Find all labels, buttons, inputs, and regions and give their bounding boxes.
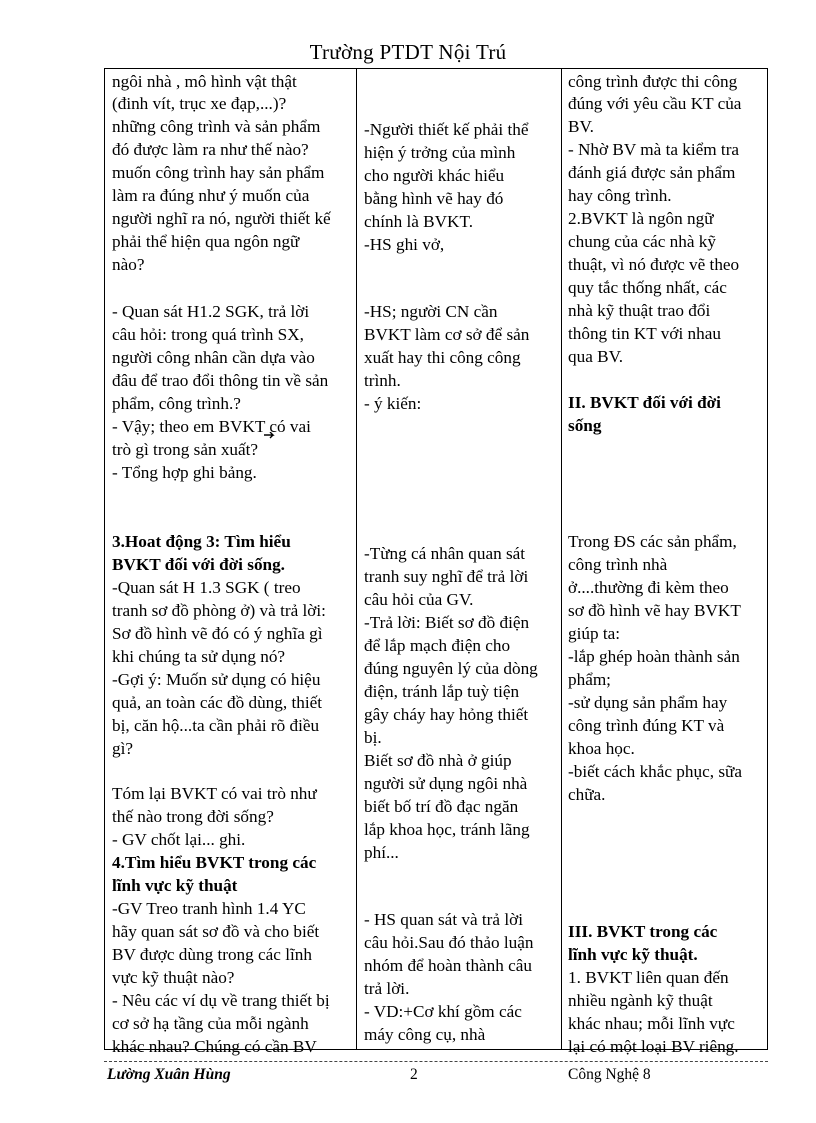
text-line: câu hỏi.Sau đó thảo luận xyxy=(364,933,534,952)
text-line: - VD:+Cơ khí gồm các xyxy=(364,1002,522,1021)
text-line: công trình nhà xyxy=(568,555,668,574)
text-line: hãy quan sát sơ đồ và cho biết xyxy=(112,922,320,941)
page-header: Trường PTDT Nội Trú xyxy=(309,40,507,64)
text-line: công trình đúng KT và xyxy=(568,716,725,735)
text-line: bị, căn hộ...ta cần phải rõ điều xyxy=(112,716,320,735)
text-line: gây cháy hay hỏng thiết xyxy=(364,705,529,724)
text-line: đánh giá được sản phẩm xyxy=(568,163,736,182)
text-line: (đinh vít, trục xe đạp,...)? xyxy=(112,94,287,113)
text-line: khoa học. xyxy=(568,739,635,758)
text-line: cho người khác hiểu xyxy=(364,166,505,185)
text-line: lắp khoa học, tránh lãng xyxy=(364,820,530,839)
text-line: - Nêu các ví dụ về trang thiết bị xyxy=(112,991,330,1010)
text-line: điện, tránh lắp tuỳ tiện xyxy=(364,682,520,701)
text-line: câu hỏi của GV. xyxy=(364,590,474,609)
text-line: 2.BVKT là ngôn ngữ xyxy=(568,209,714,228)
text-line: làm ra đúng như ý muốn của xyxy=(112,186,310,205)
footer-divider xyxy=(104,1061,768,1062)
text-line: 1. BVKT liên quan đến xyxy=(568,968,729,987)
lesson-table xyxy=(104,68,768,1056)
text-line: vực kỹ thuật nào? xyxy=(112,968,235,987)
text-line: 4.Tìm hiểu BVKT trong các xyxy=(112,853,317,872)
text-line: -HS ghi vở, xyxy=(364,235,445,254)
text-line: -Từng cá nhân quan sát xyxy=(364,544,526,563)
column-divider xyxy=(356,69,357,1049)
text-line: khi chúng ta sử dụng nó? xyxy=(112,647,286,666)
page-number: 2 xyxy=(410,1066,418,1083)
mouse-cursor-icon xyxy=(263,432,277,446)
text-line: - Vậy; theo em BVKT có vai xyxy=(112,417,311,436)
text-line: công trình được thi công xyxy=(568,72,738,91)
text-line: hiện ý trởng của mình xyxy=(364,143,516,162)
text-line: biết bố trí đồ đạc ngăn xyxy=(364,797,519,816)
text-line: -lắp ghép hoàn thành sản xyxy=(568,647,740,666)
text-line: thông tin KT với nhau xyxy=(568,324,721,343)
text-line: -Quan sát H 1.3 SGK ( treo xyxy=(112,578,301,597)
text-line: - ý kiến: xyxy=(364,394,422,413)
text-line: - GV chốt lại... ghi. xyxy=(112,830,246,849)
text-line: -Trả lời: Biết sơ đồ điện xyxy=(364,613,530,632)
text-line: Trong ĐS các sản phẩm, xyxy=(568,532,737,551)
text-line: nào? xyxy=(112,255,145,274)
text-line: giúp ta: xyxy=(568,624,621,643)
text-line: - Nhờ BV mà ta kiểm tra xyxy=(568,140,740,159)
text-line: câu hỏi: trong quá trình SX, xyxy=(112,325,304,344)
text-line: phải thể hiện qua ngôn ngữ xyxy=(112,232,300,251)
text-line: Sơ đồ hình vẽ đó có ý nghĩa gì xyxy=(112,624,323,643)
text-line: bị. xyxy=(364,728,382,747)
text-line: quả, an toàn các đồ dùng, thiết xyxy=(112,693,323,712)
text-line: -Gợi ý: Muốn sử dụng có hiệu xyxy=(112,670,321,689)
text-line: gì? xyxy=(112,739,133,758)
text-line: khác nhau; mỗi lĩnh vực xyxy=(568,1014,735,1033)
text-line: xuất hay thi công công xyxy=(364,348,521,367)
footer-subject: Công Nghệ 8 xyxy=(568,1066,651,1083)
text-line: muốn công trình hay sản phẩm xyxy=(112,163,325,182)
text-line: -HS; người CN cần xyxy=(364,302,498,321)
text-line: đúng nguyên lý của dòng xyxy=(364,659,538,678)
text-line: tranh suy nghĩ để trả lời xyxy=(364,567,529,586)
text-line: lĩnh vực kỹ thuật. xyxy=(568,945,698,964)
text-line: thuật, vì nó được vẽ theo xyxy=(568,255,740,274)
footer-author: Lường Xuân Hùng xyxy=(107,1066,231,1083)
text-line: trả lời. xyxy=(364,979,410,998)
text-line: ngôi nhà , mô hình vật thật xyxy=(112,72,297,91)
text-line: chung của các nhà kỹ xyxy=(568,232,716,251)
text-line: quy tắc thống nhất, các xyxy=(568,278,727,297)
text-line: người nghĩ ra nó, người thiết kế xyxy=(112,209,331,228)
text-line: phí... xyxy=(364,843,399,862)
text-line: chính là BVKT. xyxy=(364,212,473,231)
text-line: BVKT làm cơ sở để sản xyxy=(364,325,530,344)
text-line: - HS quan sát và trả lời xyxy=(364,910,523,929)
text-line: - Tổng hợp ghi bảng. xyxy=(112,463,257,482)
text-line: tranh sơ đồ phòng ở) và trả lời: xyxy=(112,601,326,620)
text-line: phẩm, công trình.? xyxy=(112,394,241,413)
text-line: phẩm; xyxy=(568,670,611,689)
text-line: II. BVKT đối với đời xyxy=(568,393,721,412)
text-line: cơ sở hạ tầng của mỗi ngành xyxy=(112,1014,309,1033)
text-line: -sử dụng sản phẩm hay xyxy=(568,693,728,712)
text-line: bằng hình vẽ hay đó xyxy=(364,189,504,208)
text-line: đâu để trao đổi thông tin về sản xyxy=(112,371,329,390)
text-line: lĩnh vực kỹ thuật xyxy=(112,876,238,895)
text-line: -biết cách khắc phục, sữa xyxy=(568,762,742,781)
text-line: nhiều ngành kỹ thuật xyxy=(568,991,713,1010)
text-line: những công trình và sản phẩm xyxy=(112,117,321,136)
text-line: máy công cụ, nhà xyxy=(364,1025,486,1044)
text-line: BV được dùng trong các lĩnh xyxy=(112,945,312,964)
text-line: người sử dụng ngôi nhà xyxy=(364,774,528,793)
text-line: trình. xyxy=(364,371,401,390)
text-line: III. BVKT trong các xyxy=(568,922,718,941)
text-line: -Người thiết kế phải thể xyxy=(364,120,529,139)
text-line: -GV Treo tranh hình 1.4 YC xyxy=(112,899,306,918)
text-line: nhóm để hoàn thành câu xyxy=(364,956,533,975)
text-line: lại có một loại BV riêng. xyxy=(568,1037,739,1056)
text-line: sơ đồ hình vẽ hay BVKT xyxy=(568,601,741,620)
text-line: khác nhau? Chúng có cần BV xyxy=(112,1037,317,1056)
text-line: ở....thường đi kèm theo xyxy=(568,578,729,597)
text-line: trò gì trong sản xuất? xyxy=(112,440,259,459)
text-line: BV. xyxy=(568,117,594,136)
text-line: chữa. xyxy=(568,785,606,804)
text-line: 3.Hoat động 3: Tìm hiểu xyxy=(112,532,291,551)
text-line: qua BV. xyxy=(568,347,624,366)
text-line: nhà kỹ thuật trao đổi xyxy=(568,301,711,320)
text-line: Tóm lại BVKT có vai trò như xyxy=(112,784,317,803)
text-line: đúng với yêu cầu KT của xyxy=(568,94,742,113)
text-line: hay công trình. xyxy=(568,186,672,205)
text-line: người công nhân cần dựa vào xyxy=(112,348,315,367)
text-line: - Quan sát H1.2 SGK, trả lời xyxy=(112,302,310,321)
text-line: sống xyxy=(568,416,602,435)
text-line: để lắp mạch điện cho xyxy=(364,636,511,655)
text-line: BVKT đối với đời sống. xyxy=(112,555,285,574)
column-divider xyxy=(561,69,562,1049)
text-line: đó được làm ra như thế nào? xyxy=(112,140,309,159)
text-line: thế nào trong đời sống? xyxy=(112,807,274,826)
text-line: Biết sơ đồ nhà ở giúp xyxy=(364,751,512,770)
